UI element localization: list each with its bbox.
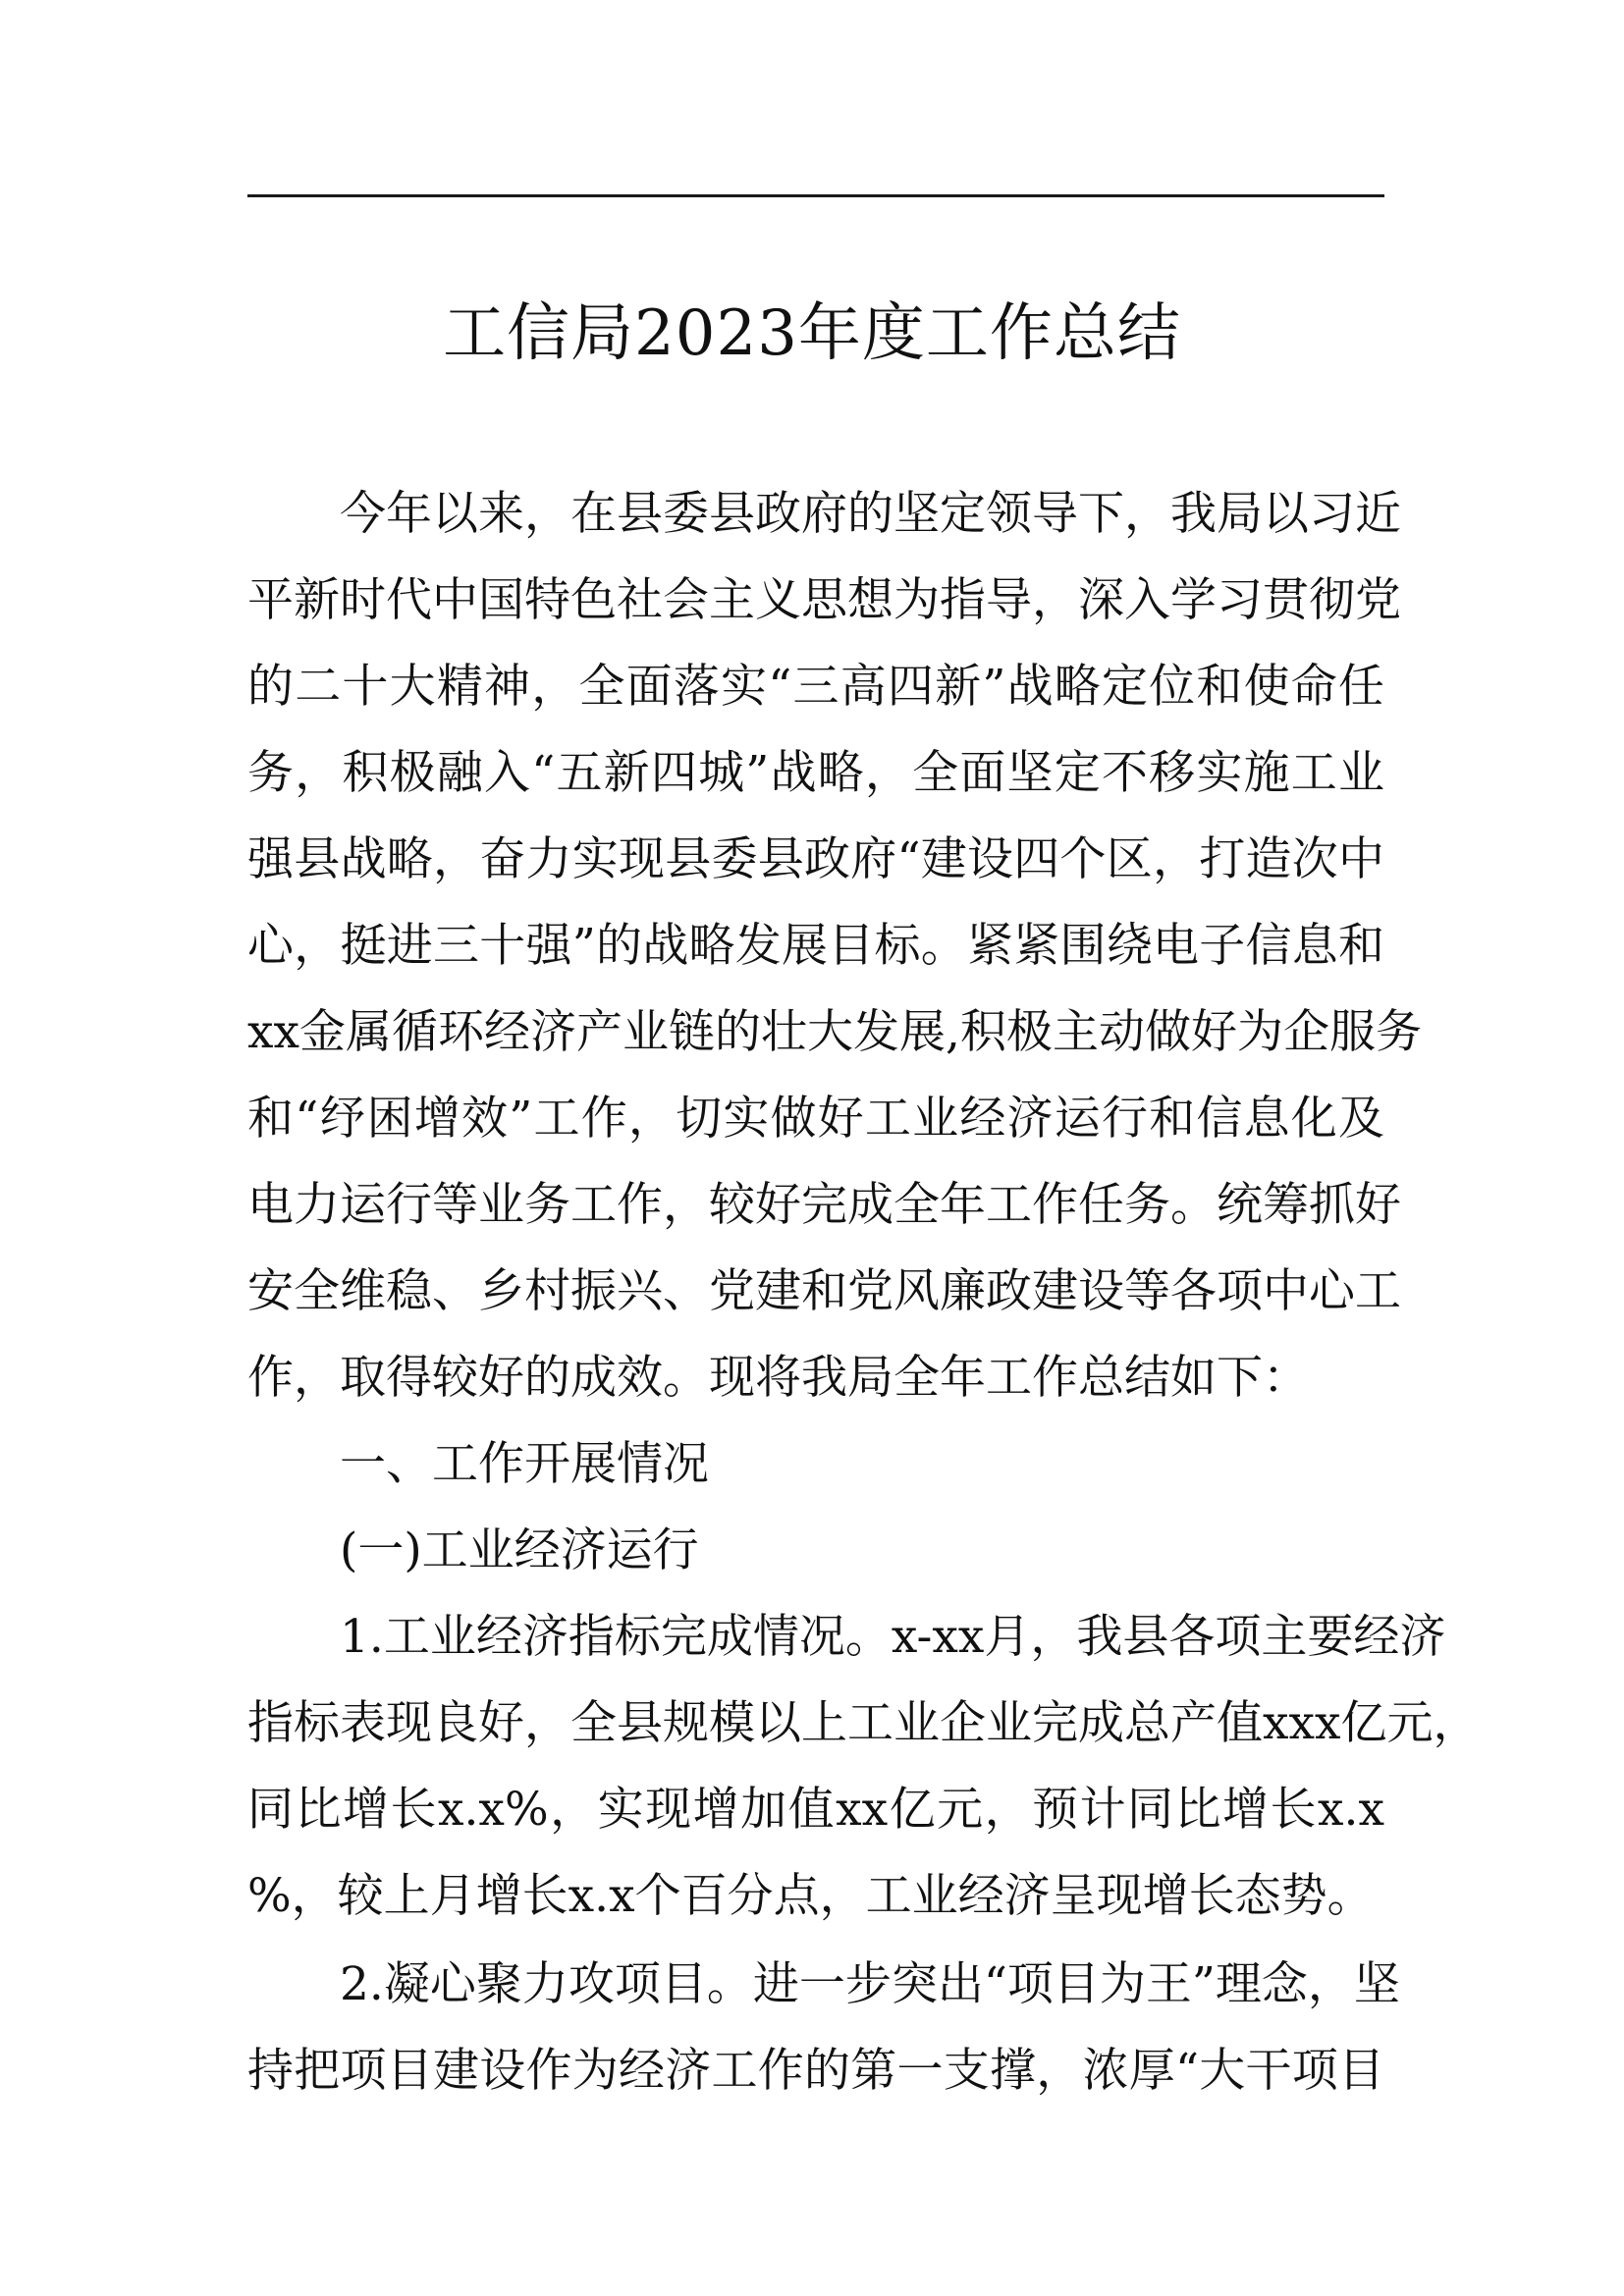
paragraph-line: 今年以来，在县委县政府的坚定领导下，我局以习近: [340, 487, 1401, 541]
paragraph-line: 安全维稳、乡村振兴、党建和党风廉政建设等各项中心工: [247, 1264, 1401, 1318]
paragraph-line: 电力运行等业务工作，较好完成全年工作任务。统筹抓好: [247, 1178, 1401, 1232]
paragraph-line: 指标表现良好，全县规模以上工业企业完成总产值xxx亿元，: [247, 1696, 1480, 1750]
paragraph-line: 强县战略，奋力实现县委县政府“建设四个区，打造次中: [247, 832, 1384, 886]
intro-paragraph: [247, 471, 1422, 1421]
item-2-paragraph: [247, 1942, 1400, 2114]
paragraph-line: 持把项目建设作为经济工作的第一支撑，浓厚“大干项目: [247, 2044, 1384, 2098]
paragraph-line: 同比增长x.x%，实现增加值xx亿元，预计同比增长x.x: [247, 1783, 1384, 1837]
paragraph-line: 平新时代中国特色社会主义思想为指导，深入学习贯彻党: [247, 573, 1401, 627]
paragraph-line: xx金属循环经济产业链的壮大发展,积极主动做好为企服务: [247, 1005, 1422, 1059]
subsection-heading: (一)工业经济运行: [340, 1523, 699, 1577]
paragraph-line: 心，挺进三十强”的战略发展目标。紧紧围绕电子信息和: [247, 919, 1384, 973]
paragraph-line: 的二十大精神，全面落实“三高四新”战略定位和使命任: [247, 660, 1384, 714]
item-1-paragraph: [247, 1594, 1480, 1940]
paragraph-line: 务，积极融入“五新四城”战略，全面坚定不移实施工业: [247, 746, 1384, 800]
paragraph-line: %，较上月增长x.x个百分点，工业经济呈现增长态势。: [247, 1869, 1374, 1923]
header-rule: [247, 194, 1384, 197]
document-body: [247, 471, 1480, 2114]
paragraph-line: 1.工业经济指标完成情况。x-xx月，我县各项主要经济: [340, 1610, 1446, 1664]
paragraph-line: 作，取得较好的成效。现将我局全年工作总结如下：: [247, 1351, 1309, 1405]
paragraph-line: 2.凝心聚力攻项目。进一步突出“项目为王”理念，坚: [340, 1957, 1400, 2011]
document-title: 工信局2023年度工作总结: [443, 297, 1181, 370]
section-heading: 一、工作开展情况: [340, 1437, 709, 1491]
paragraph-line: 和“纾困增效”工作，切实做好工业经济运行和信息化及: [247, 1092, 1384, 1146]
